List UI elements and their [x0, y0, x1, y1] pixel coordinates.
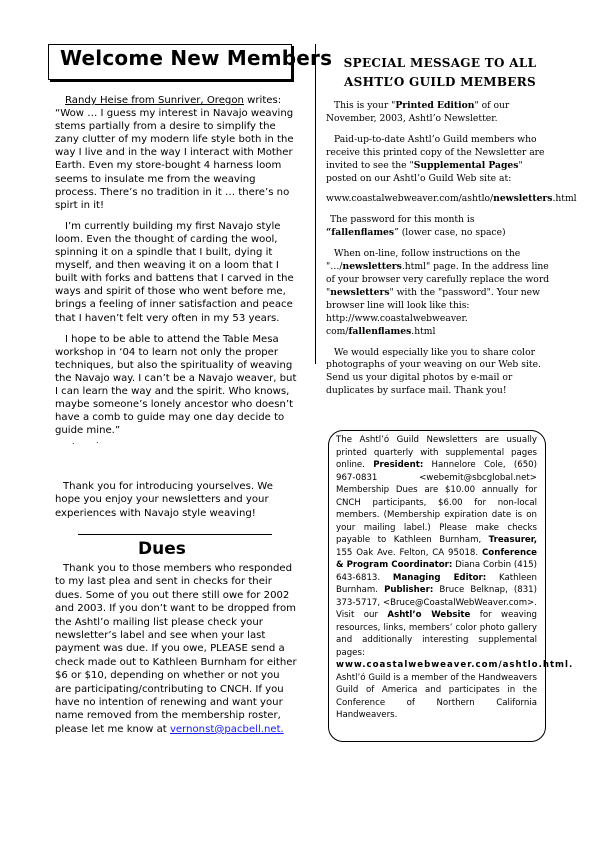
- supplemental-pages-label: Supplemental Pages: [413, 159, 519, 171]
- special-paragraph-2: [326, 134, 554, 186]
- text-run: newsletters: [342, 261, 402, 273]
- password-value: “fallenflames: [326, 227, 395, 239]
- publisher-label: Publisher:: [384, 585, 434, 595]
- dues-paragraph: [55, 562, 298, 736]
- text-run: " with the "password". Your new browser line will look like this: http://www.coastalwebweaver. com/: [326, 286, 540, 337]
- printed-edition-label: Printed Edition: [395, 100, 475, 111]
- website-url[interactable]: www.coastalwebweaver.com/ashtlo.html.: [336, 660, 574, 670]
- text-run: www.coastalwebweaver.com/ashtlo/: [326, 193, 494, 205]
- text-run: .html" page. In the address line of your browser very carefully replace the word ": [326, 261, 550, 298]
- special-paragraph-1: [326, 100, 554, 126]
- special-message-body: [326, 100, 577, 406]
- text-run: newsletters: [493, 193, 553, 205]
- text-run: ” (lower case, no space): [394, 227, 506, 239]
- letter-author: Randy Heise from Sunriver, Oregon: [65, 95, 244, 106]
- president-label: President:: [373, 460, 424, 470]
- text-run: The password for this month is: [330, 214, 475, 226]
- photos-paragraph: We would especially like you to share color photographs of your weaving on our Web site. Send us your digital photos by e-mail or duplicates by surface mail. Thank you!: [326, 346, 541, 397]
- text-run: for weaving resources, links, members’ color photo gallery and additionally interesting supplemental pages:: [336, 610, 538, 658]
- welcome-letter: [55, 94, 298, 445]
- text-run: This is your ": [334, 100, 396, 111]
- password-paragraph: [326, 214, 554, 240]
- text-run: fallenflames: [348, 325, 412, 337]
- editor-label: Managing Editor:: [392, 572, 487, 583]
- instructions-paragraph: [326, 248, 554, 338]
- text-run: .html: [411, 325, 436, 337]
- column-divider: [315, 44, 316, 364]
- text-run: Hannelore Cole, (650) 967-0831 <webemit@sbcglobal.net> Membership Dues are $10.00 annually for CNCH participants, $6.00 for non-local members. (Membership expiration date is on your mailing label.) Please make checks payable to Kathleen Burnham,: [336, 460, 537, 545]
- text-run: Paid-up-to-date Ashtl’o Guild members who receive this printed copy of the Newsletter are invited to see the ": [326, 133, 545, 171]
- dues-title: Dues: [138, 539, 186, 559]
- welcome-paragraph-1: [55, 94, 298, 212]
- special-title-line-2: ASHTL’O GUILD MEMBERS: [344, 75, 536, 89]
- stray-dot: .: [72, 437, 75, 446]
- text-run: " posted on our Ashtl’o Guild Web site at:: [326, 159, 523, 184]
- text-run: " of our November, 2003, Ashtl’o Newsletter.: [326, 100, 510, 124]
- text-run: newsletters: [330, 286, 390, 298]
- welcome-paragraph-3: I hope to be able to attend the Table Mesa workshop in ‘04 to learn not only the proper techniques, but also the spirituality of weaving the Navajo way. I can’t be a Navajo weaver, but I can learn the way and the spirit. Who knows, maybe someone’s lonely ancestor who doesn’t have a comb to guide may one day decide to guide mine.”: [55, 333, 297, 437]
- stray-dot: .: [96, 436, 99, 445]
- text-run: .html: [552, 193, 577, 205]
- welcome-paragraph-2: I’m currently building my first Navajo style loom. Even the thought of carding the wool, spinning it on a spindle that I built, dying it myself, and then weaving it on a loom that I built with forks and battens that I carved in the ways and spirit of those who went before me, brings a feeling of inner satisfaction and peace that I haven’t felt very often in my 53 years.: [55, 220, 294, 324]
- text-run: Ashtl’ó Guild is a member of the Handweavers Guild of America and participates in the Conference of Northern California Handweavers.: [336, 672, 537, 720]
- special-message-title: [330, 54, 550, 92]
- text-run: 155 Oak Ave. Felton, CA 95018.: [336, 547, 482, 558]
- newsletter-info-text: [336, 434, 574, 722]
- dues-body: Thank you to those members who responded to my last plea and sent in checks for their dues. Some of you out there still owe for 2002 and 2003. If you don’t want to be dropped from the Ashtl’o mailing list please check your newsletter’s label and see when your last payment was due. If you owe, PLEASE send a check made out to Kathleen Burnham for either $6 or $10, depending on whether or not you are participating/contributing to CNCH. If you have no intention of renewing and want your name removed from the membership roster, please let me know at: [55, 563, 297, 735]
- text-run: When on-line, follow instructions on the "…/: [326, 248, 521, 273]
- welcome-title: Welcome New Members: [60, 46, 333, 70]
- text-run: Bruce Belknap, (831) 373-5717, <Bruce@CoastalWebWeaver.com>. Visit our: [336, 585, 537, 620]
- special-title-line-1: SPECIAL MESSAGE TO ALL: [343, 56, 537, 70]
- text-run: The Ashtl’ó Guild Newsletters are usually printed quarterly with supplemental pages online.: [336, 435, 537, 470]
- website-label: Ashtl’o Website: [387, 610, 471, 620]
- section-divider: [78, 534, 272, 535]
- welcome-thanks: Thank you for introducing yourselves. We hope you enjoy your newsletters and your experiences with Navajo style weaving!: [55, 481, 273, 519]
- coordinator-label: Conference & Program Coordinator:: [336, 547, 537, 570]
- treasurer-label: Treasurer,: [488, 535, 537, 545]
- text-run: Diana Corbin (415) 643-6813.: [336, 560, 537, 583]
- email-link[interactable]: vernonst@pacbell.net.: [169, 723, 284, 735]
- text-run: Kathleen Burnham.: [336, 572, 537, 595]
- letter-body: writes: “Wow … I guess my interest in Navajo weaving stems partially from a desire to simplify the zany clutter of my modern life style both in the way I live and in the way I interact with Mother Earth. Even my store-bought 4 harness loom seems to insulate me from the weaving process. There’s no tradition in it … there’s no spirt in it!: [55, 95, 294, 211]
- newsletters-url[interactable]: [326, 193, 577, 206]
